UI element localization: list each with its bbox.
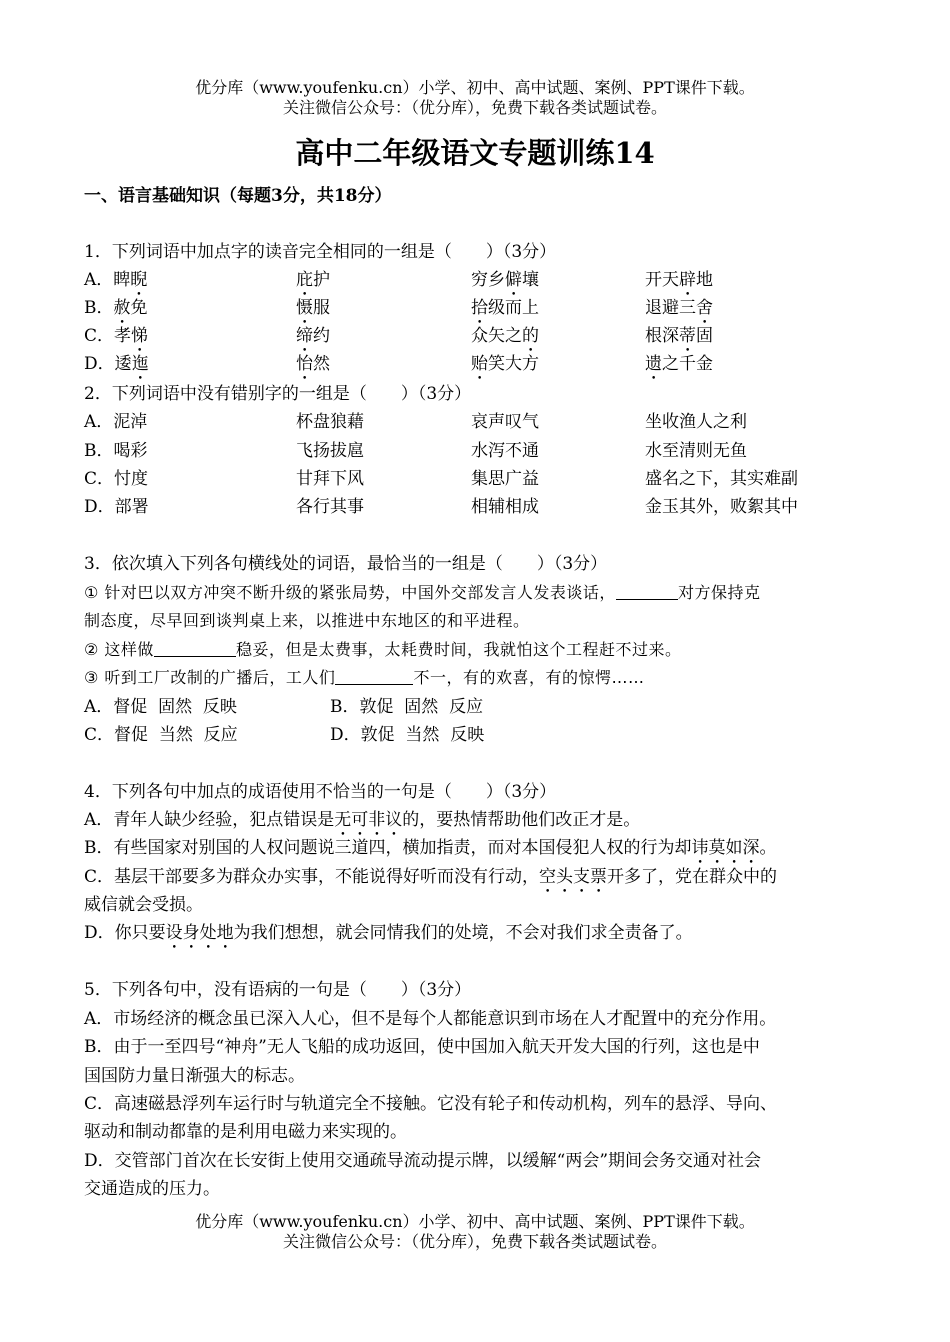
q4-a-text-2: 的，要热情帮助他们改正才是。 (402, 810, 641, 830)
q1-c-3: 众矢之的 (471, 326, 539, 346)
q5-option-c: C．高速磁悬浮列车运行时与轨道完全不接触。它没有轮子和传动机构，列车的悬浮、导向、 (84, 1094, 778, 1114)
q4-c-idiom: 空头支票 (539, 867, 608, 887)
q2-a-2: 杯盘狼藉 (296, 412, 364, 432)
q4-d-text-2: 为我们想想，就会同情我们的处境，不会对我们求全责备了。 (233, 923, 693, 943)
q4-option-b (84, 836, 777, 868)
q1-d-4: 遗之千金 (645, 354, 713, 374)
q1-c-4: 根深蒂固 (645, 326, 713, 346)
q2-c-4: 盛名之下，其实难副 (645, 469, 798, 489)
q5-option-a: A．市场经济的概念虽已深入人心，但不是每个人都能意识到市场在人才配置中的充分作用。 (84, 1009, 777, 1029)
q3-s1-part-b: 对方保持克 (677, 583, 761, 602)
q1-stem: 1．下列词语中加点字的读音完全相同的一组是（ ）（3分） (84, 242, 557, 262)
q3-sentence-2 (84, 638, 681, 662)
q5-option-d: D．交管部门首次在长安街上使用交通疏导流动提示牌，以缓解“两会”期间会务交通对社会 (84, 1151, 762, 1171)
q4-a-text-1: A．青年人缺少经验，犯点错误是 (84, 810, 335, 830)
q3-s1-part-a: ① 针对巴以双方冲突不断升级的紧张局势，中国外交部发言人发表谈话， (84, 583, 616, 602)
q1-c-1: C．孝悌 (84, 326, 149, 346)
q3-s3-part-a: ③ 听到工厂改制的广播后，工人们 (84, 668, 336, 687)
q3-blank-2 (154, 640, 236, 657)
q4-b-idiom: 讳莫如深 (691, 838, 760, 858)
footer-line-1: 优分库（www.youfenku.cn）小学、初中、高中试题、案例、PPT课件下载。 (195, 1212, 755, 1231)
q5-option-c-cont: 驱动和制动都靠的是利用电磁力来实现的。 (84, 1122, 407, 1142)
q3-sentence-1-cont: 制态度，尽早回到谈判桌上来，以推进中东地区的和平进程。 (84, 611, 530, 630)
page-title: 高中二年级语文专题训练14 (295, 136, 655, 170)
footer-line-2: 关注微信公众号：（优分库），免费下载各类试题试卷。 (282, 1232, 667, 1251)
q4-c-text-2: 开多了，党在群众中的 (607, 867, 778, 887)
q1-a-3: 穷乡僻壤 (471, 270, 539, 290)
header-line-2: 关注微信公众号：（优分库），免费下载各类试题试卷。 (282, 98, 667, 117)
q2-b-3: 水泻不通 (471, 441, 539, 461)
q2-a-1: A．泥淖 (84, 412, 148, 432)
q3-sentence-3 (84, 666, 644, 690)
q3-option-d: D．敦促 当然 反映 (330, 725, 485, 745)
q3-blank-3 (335, 668, 413, 685)
q1-b-3: 拾级而上 (471, 298, 539, 318)
q1-b-1: B．赦免 (84, 298, 148, 318)
q4-b-text-1: B．有些国家对别国的人权问题说三道四，横加指责，而对本国侵犯人权的行为却 (84, 838, 692, 858)
q2-d-3: 相辅相成 (471, 497, 539, 517)
q3-option-c: C．督促 当然 反应 (84, 725, 238, 745)
q2-stem: 2．下列词语中没有错别字的一组是（ ）（3分） (84, 384, 472, 404)
q4-c-text-1: C．基层干部要多为群众办实事，不能说得好听而没有行动， (84, 867, 540, 887)
q4-d-idiom: 设身处地 (165, 923, 234, 943)
q1-a-1: A．睥睨 (84, 270, 148, 290)
q1-d-1: D．逶迤 (84, 354, 149, 374)
q5-option-b: B．由于一至四号“神舟”无人飞船的成功返回，使中国加入航天开发大国的行列，这也是中 (84, 1037, 760, 1057)
q2-a-4: 坐收渔人之利 (645, 412, 747, 432)
q3-s2-part-a: ② 这样做 (84, 640, 154, 659)
section-heading: 一、语言基础知识（每题3分，共18分） (84, 186, 392, 206)
q4-d-text-1: D．你只要 (84, 923, 166, 943)
q2-b-2: 飞扬拔扈 (296, 441, 364, 461)
q2-d-1: D．部署 (84, 497, 149, 517)
q1-d-2: 怡然 (296, 354, 330, 374)
q2-a-3: 哀声叹气 (471, 412, 539, 432)
q2-c-1: C．忖度 (84, 469, 149, 489)
page-header (0, 78, 950, 118)
q3-s3-part-b: 不一，有的欢喜，有的惊愕…… (413, 668, 645, 687)
q2-c-3: 集思广益 (471, 469, 539, 489)
q3-option-b: B．敦促 固然 反应 (330, 697, 484, 717)
q3-option-a: A．督促 固然 反映 (84, 697, 237, 717)
q1-d-3: 贻笑大方 (471, 354, 539, 374)
q5-option-d-cont: 交通造成的压力。 (84, 1179, 220, 1199)
q4-stem: 4．下列各句中加点的成语使用不恰当的一句是（ ）（3分） (84, 782, 557, 802)
q1-c-2: 缔约 (296, 326, 330, 346)
q5-option-b-cont: 国国防力量日渐强大的标志。 (84, 1066, 305, 1086)
q1-a-2: 庇护 (296, 270, 330, 290)
q4-a-idiom: 无可非议 (334, 810, 403, 830)
q3-sentence-1 (84, 581, 760, 605)
q2-d-2: 各行其事 (296, 497, 364, 517)
q2-d-4: 金玉其外，败絮其中 (645, 497, 798, 517)
q3-blank-1 (616, 583, 678, 600)
q5-stem: 5．下列各句中，没有语病的一句是（ ）（3分） (84, 980, 472, 1000)
q4-option-d (84, 921, 693, 953)
q4-b-text-2: 。 (759, 838, 777, 858)
q1-b-4: 退避三舍 (645, 298, 713, 318)
q4-option-c-cont: 威信就会受损。 (84, 895, 203, 915)
q3-s2-part-b: 稳妥，但是太费事，太耗费时间，我就怕这个工程赶不过来。 (235, 640, 682, 659)
page-footer (0, 1212, 950, 1252)
q3-stem: 3．依次填入下列各句横线处的词语，最恰当的一组是（ ）（3分） (84, 554, 608, 574)
q1-b-2: 慑服 (296, 298, 330, 318)
q2-c-2: 甘拜下风 (296, 469, 364, 489)
q1-a-4: 开天辟地 (645, 270, 713, 290)
q2-b-4: 水至清则无鱼 (645, 441, 747, 461)
q2-b-1: B．喝彩 (84, 441, 148, 461)
header-line-1: 优分库（www.youfenku.cn）小学、初中、高中试题、案例、PPT课件下载。 (195, 78, 755, 97)
